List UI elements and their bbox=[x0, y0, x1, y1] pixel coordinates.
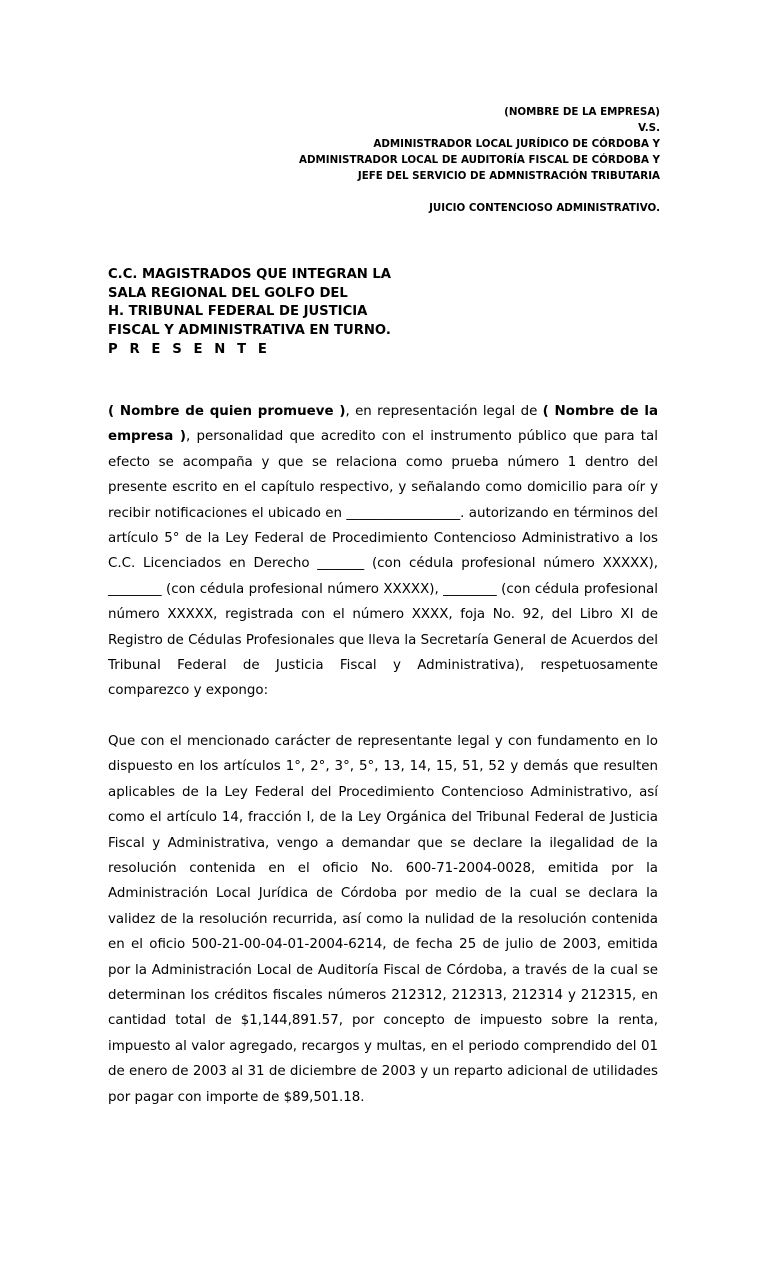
promovente-name: ( Nombre de quien promueve ) bbox=[108, 404, 346, 419]
addressee-line-2: SALA REGIONAL DEL GOLFO DEL bbox=[108, 285, 348, 301]
case-header bbox=[108, 104, 660, 216]
header-defendant-line-2: ADMINISTRADOR LOCAL DE AUDITORÍA FISCAL DE CÓRDOBA Y bbox=[299, 154, 660, 166]
addressee-line-1: C.C. MAGISTRADOS QUE INTEGRAN LA bbox=[108, 267, 392, 282]
paragraph-representation-text-b: , personalidad que acredito con el instrumento público que para tal efecto se acompaña y que se relaciona como prueba número 1 dentro del presente escrito en el capítulo respectivo, y señalando como domicilio para oír y recibir notificaciones el ubicado en _________________. autorizando en términos del artículo 5° de la Ley Federal de Procedimiento Contencioso Administrativo a los C.C. Licenciados en Derecho _______ (con cédula profesional número XXXXX), ________ (con cédula profesional número XXXXX), ________ (con cédula profesional número XXXXX, registrada con el número XXXX, foja No. 92, del Libro XI de Registro de Cédulas Profesionales que lleva la Secretaría General de Acuerdos del Tribunal Federal de Justicia Fiscal y Administrativa), respetuosamente comparezco y expongo: bbox=[108, 429, 658, 699]
paragraph-representation-text-a: , en representación legal de bbox=[345, 404, 543, 419]
paragraph-claim: Que con el mencionado carácter de representante legal y con fundamento en lo dispuesto en los artículos 1°, 2°, 3°, 5°, 13, 14, 15, 51, 52 y demás que resulten aplicables de la Ley Federal del Procedimiento Contencioso Administrativo, así como el artículo 14, fracción I, de la Ley Orgánica del Tribunal Federal de Justicia Fiscal y Administrativa, vengo a demandar que se declare la ilegalidad de la resolución contenida en el oficio No. 600-71-2004-0028, emitida por la Administración Local Jurídica de Córdoba por medio de la cual se declara la validez de la resolución recurrida, así como la nulidad de la resolución contenida en el oficio 500-21-00-04-01-2004-6214, de fecha 25 de julio de 2003, emitida por la Administración Local de Auditoría Fiscal de Córdoba, a través de la cual se determinan los créditos fiscales números 212312, 212313, 212314 y 212315, en cantidad total de $1,144,891.57, por concepto de impuesto sobre la renta, impuesto al valor agregado, recargos y multas, en el periodo comprendido del 01 de enero de 2003 al 31 de diciembre de 2003 y un reparto adicional de utilidades por pagar con importe de $89,501.18. bbox=[108, 734, 658, 1105]
header-spacer bbox=[108, 184, 660, 200]
addressee-presente: P R E S E N T E bbox=[108, 341, 271, 357]
addressee-line-4: FISCAL Y ADMINISTRATIVA EN TURNO. bbox=[108, 323, 391, 339]
header-defendant-line-1: ADMINISTRADOR LOCAL JURÍDICO DE CÓRDOBA Y bbox=[373, 138, 660, 150]
addressee-block bbox=[108, 266, 508, 360]
addressee-line-3: H. TRIBUNAL FEDERAL DE JUSTICIA bbox=[108, 304, 368, 320]
header-versus-line: V.S. bbox=[638, 122, 660, 134]
company-name: ( Nombre de la empresa ) bbox=[108, 404, 659, 445]
header-case-type: JUICIO CONTENCIOSO ADMINISTRATIVO. bbox=[429, 202, 660, 214]
paragraph-representation bbox=[108, 399, 658, 704]
header-company-line: (NOMBRE DE LA EMPRESA) bbox=[504, 106, 660, 118]
header-defendant-line-3: JEFE DEL SERVICIO DE ADMNISTRACIÓN TRIBUTARIA bbox=[357, 170, 660, 182]
